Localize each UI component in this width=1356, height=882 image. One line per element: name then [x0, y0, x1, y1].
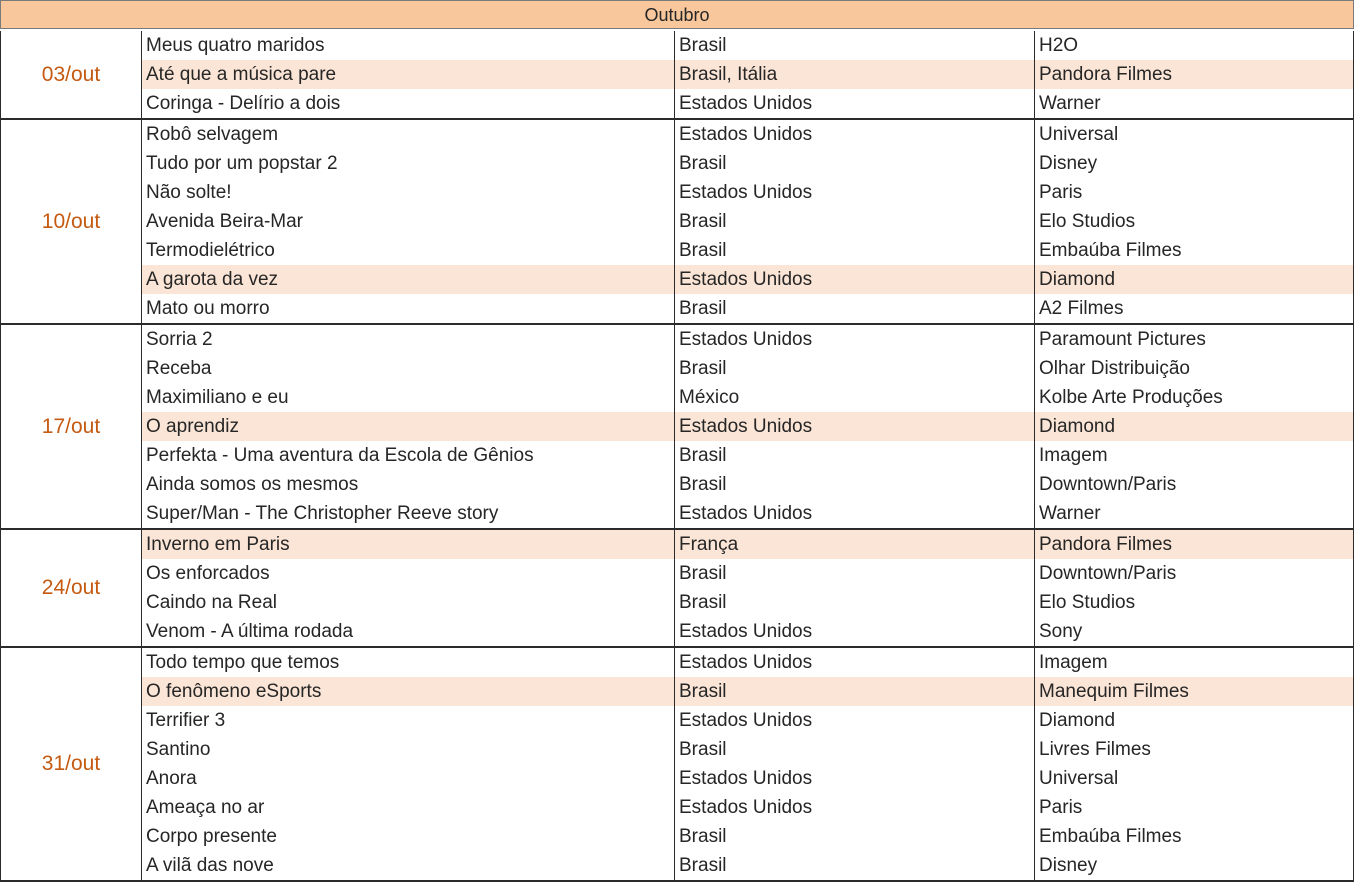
release-date: 24/out	[1, 530, 142, 646]
movie-country: Estados Unidos	[675, 793, 1035, 822]
movie-title: O aprendiz	[142, 412, 675, 441]
movie-title: Ainda somos os mesmos	[142, 470, 675, 499]
movie-row	[142, 588, 1353, 617]
movie-row	[142, 470, 1353, 499]
movie-country: Estados Unidos	[675, 89, 1035, 118]
movie-distributor: Diamond	[1039, 710, 1116, 731]
movie-title: Meus quatro maridos	[142, 31, 675, 60]
release-group	[0, 325, 1354, 530]
release-date: 03/out	[1, 31, 142, 118]
movie-title: Inverno em Paris	[142, 530, 675, 559]
movie-country: Brasil	[675, 236, 1035, 265]
movie-country: Brasil	[675, 470, 1035, 499]
movie-distributor: Embaúba Filmes	[1039, 826, 1182, 847]
movie-distributor: Universal	[1039, 768, 1119, 789]
movie-rows	[142, 648, 1353, 880]
movie-row	[142, 412, 1353, 441]
movie-distributor: Paris	[1039, 797, 1083, 818]
movie-country: Brasil	[675, 822, 1035, 851]
movie-distributor: Kolbe Arte Produções	[1039, 387, 1223, 408]
movie-title: Mato ou morro	[142, 294, 675, 323]
movie-row	[142, 265, 1353, 294]
movie-title: Os enforcados	[142, 559, 675, 588]
movie-title: Corpo presente	[142, 822, 675, 851]
movie-row	[142, 706, 1353, 735]
movie-distributor: A2 Filmes	[1039, 298, 1124, 319]
movie-title: Receba	[142, 354, 675, 383]
movie-distributor: Imagem	[1039, 445, 1108, 466]
movie-distributor: Elo Studios	[1039, 592, 1136, 613]
release-group	[0, 530, 1354, 648]
release-group	[0, 648, 1354, 882]
movie-distributor: Diamond	[1039, 416, 1116, 437]
movie-country: Brasil	[675, 559, 1035, 588]
movie-title: Avenida Beira-Mar	[142, 207, 675, 236]
movie-country: Brasil	[675, 735, 1035, 764]
movie-row	[142, 441, 1353, 470]
movie-country: Estados Unidos	[675, 412, 1035, 441]
movie-country: Estados Unidos	[675, 265, 1035, 294]
movie-row	[142, 793, 1353, 822]
movie-country: França	[675, 530, 1035, 559]
movie-title: O fenômeno eSports	[142, 677, 675, 706]
movie-country: Brasil	[675, 31, 1035, 60]
movie-country: Estados Unidos	[675, 617, 1035, 646]
movie-title: Sorria 2	[142, 325, 675, 354]
movie-title: Venom - A última rodada	[142, 617, 675, 646]
movie-row	[142, 236, 1353, 265]
movie-distributor: Disney	[1039, 855, 1098, 876]
movie-rows	[142, 530, 1353, 646]
movie-row	[142, 559, 1353, 588]
movie-title: Não solte!	[142, 178, 675, 207]
release-date: 10/out	[1, 120, 142, 323]
movie-title: Terrifier 3	[142, 706, 675, 735]
movie-row	[142, 354, 1353, 383]
movie-distributor: Sony	[1039, 621, 1083, 642]
movie-title: Tudo por um popstar 2	[142, 149, 675, 178]
movie-row	[142, 530, 1353, 559]
movie-country: Estados Unidos	[675, 325, 1035, 354]
release-date: 31/out	[1, 648, 142, 880]
movie-country: Brasil	[675, 851, 1035, 880]
movie-title: Até que a música pare	[142, 60, 675, 89]
movie-country: Estados Unidos	[675, 706, 1035, 735]
movie-distributor: Livres Filmes	[1039, 739, 1151, 760]
movie-distributor: Disney	[1039, 153, 1098, 174]
movie-row	[142, 60, 1353, 89]
movie-row	[142, 325, 1353, 354]
movie-distributor: Elo Studios	[1039, 211, 1136, 232]
movie-title: Anora	[142, 764, 675, 793]
movie-distributor: Olhar Distribuição	[1039, 358, 1190, 379]
movie-country: Estados Unidos	[675, 499, 1035, 528]
release-group	[0, 120, 1354, 325]
movie-distributor: Universal	[1039, 124, 1119, 145]
movie-country: Brasil	[675, 441, 1035, 470]
movie-title: A vilã das nove	[142, 851, 675, 880]
movie-title: Super/Man - The Christopher Reeve story	[142, 499, 675, 528]
movie-title: Todo tempo que temos	[142, 648, 675, 677]
movie-country: Estados Unidos	[675, 764, 1035, 793]
movie-row	[142, 178, 1353, 207]
movie-row	[142, 648, 1353, 677]
movie-title: Maximiliano e eu	[142, 383, 675, 412]
movie-distributor: Imagem	[1039, 652, 1108, 673]
movie-row	[142, 89, 1353, 118]
movie-country: Brasil	[675, 677, 1035, 706]
movie-title: A garota da vez	[142, 265, 675, 294]
movie-row	[142, 677, 1353, 706]
movie-row	[142, 149, 1353, 178]
movie-country: Brasil	[675, 354, 1035, 383]
movie-row	[142, 735, 1353, 764]
movie-row	[142, 294, 1353, 323]
movie-distributor: Pandora Filmes	[1039, 534, 1173, 555]
movie-row	[142, 207, 1353, 236]
movie-title: Coringa - Delírio a dois	[142, 89, 675, 118]
movie-country: Brasil	[675, 207, 1035, 236]
movie-country: Estados Unidos	[675, 178, 1035, 207]
movie-country: Brasil, Itália	[675, 60, 1035, 89]
movie-country: México	[675, 383, 1035, 412]
movie-distributor: Warner	[1039, 503, 1101, 524]
month-header: Outubro	[0, 0, 1354, 29]
movie-country: Brasil	[675, 294, 1035, 323]
movie-distributor: Embaúba Filmes	[1039, 240, 1182, 261]
movie-distributor: Paris	[1039, 182, 1083, 203]
movie-distributor: H2O	[1039, 35, 1079, 56]
movie-title: Ameaça no ar	[142, 793, 675, 822]
movie-distributor: Diamond	[1039, 269, 1116, 290]
movie-country: Estados Unidos	[675, 648, 1035, 677]
movie-rows	[142, 31, 1353, 118]
movie-country: Brasil	[675, 588, 1035, 617]
movie-row	[142, 851, 1353, 880]
movie-title: Robô selvagem	[142, 120, 675, 149]
movie-rows	[142, 325, 1353, 528]
movie-title: Perfekta - Uma aventura da Escola de Gênios	[142, 441, 675, 470]
movie-title: Caindo na Real	[142, 588, 675, 617]
movie-row	[142, 383, 1353, 412]
movie-row	[142, 617, 1353, 646]
movie-row	[142, 31, 1353, 60]
movie-distributor: Manequim Filmes	[1039, 681, 1189, 702]
movie-title: Santino	[142, 735, 675, 764]
release-date: 17/out	[1, 325, 142, 528]
movie-country: Estados Unidos	[675, 120, 1035, 149]
movie-title: Termodielétrico	[142, 236, 675, 265]
movie-distributor: Downtown/Paris	[1039, 563, 1177, 584]
movie-distributor: Warner	[1039, 93, 1101, 114]
movie-distributor: Downtown/Paris	[1039, 474, 1177, 495]
movie-row	[142, 499, 1353, 528]
movie-row	[142, 120, 1353, 149]
movie-distributor: Pandora Filmes	[1039, 64, 1173, 85]
movie-rows	[142, 120, 1353, 323]
movie-country: Brasil	[675, 149, 1035, 178]
movie-row	[142, 764, 1353, 793]
release-group	[0, 31, 1354, 120]
movie-row	[142, 822, 1353, 851]
movie-distributor: Paramount Pictures	[1039, 329, 1206, 350]
